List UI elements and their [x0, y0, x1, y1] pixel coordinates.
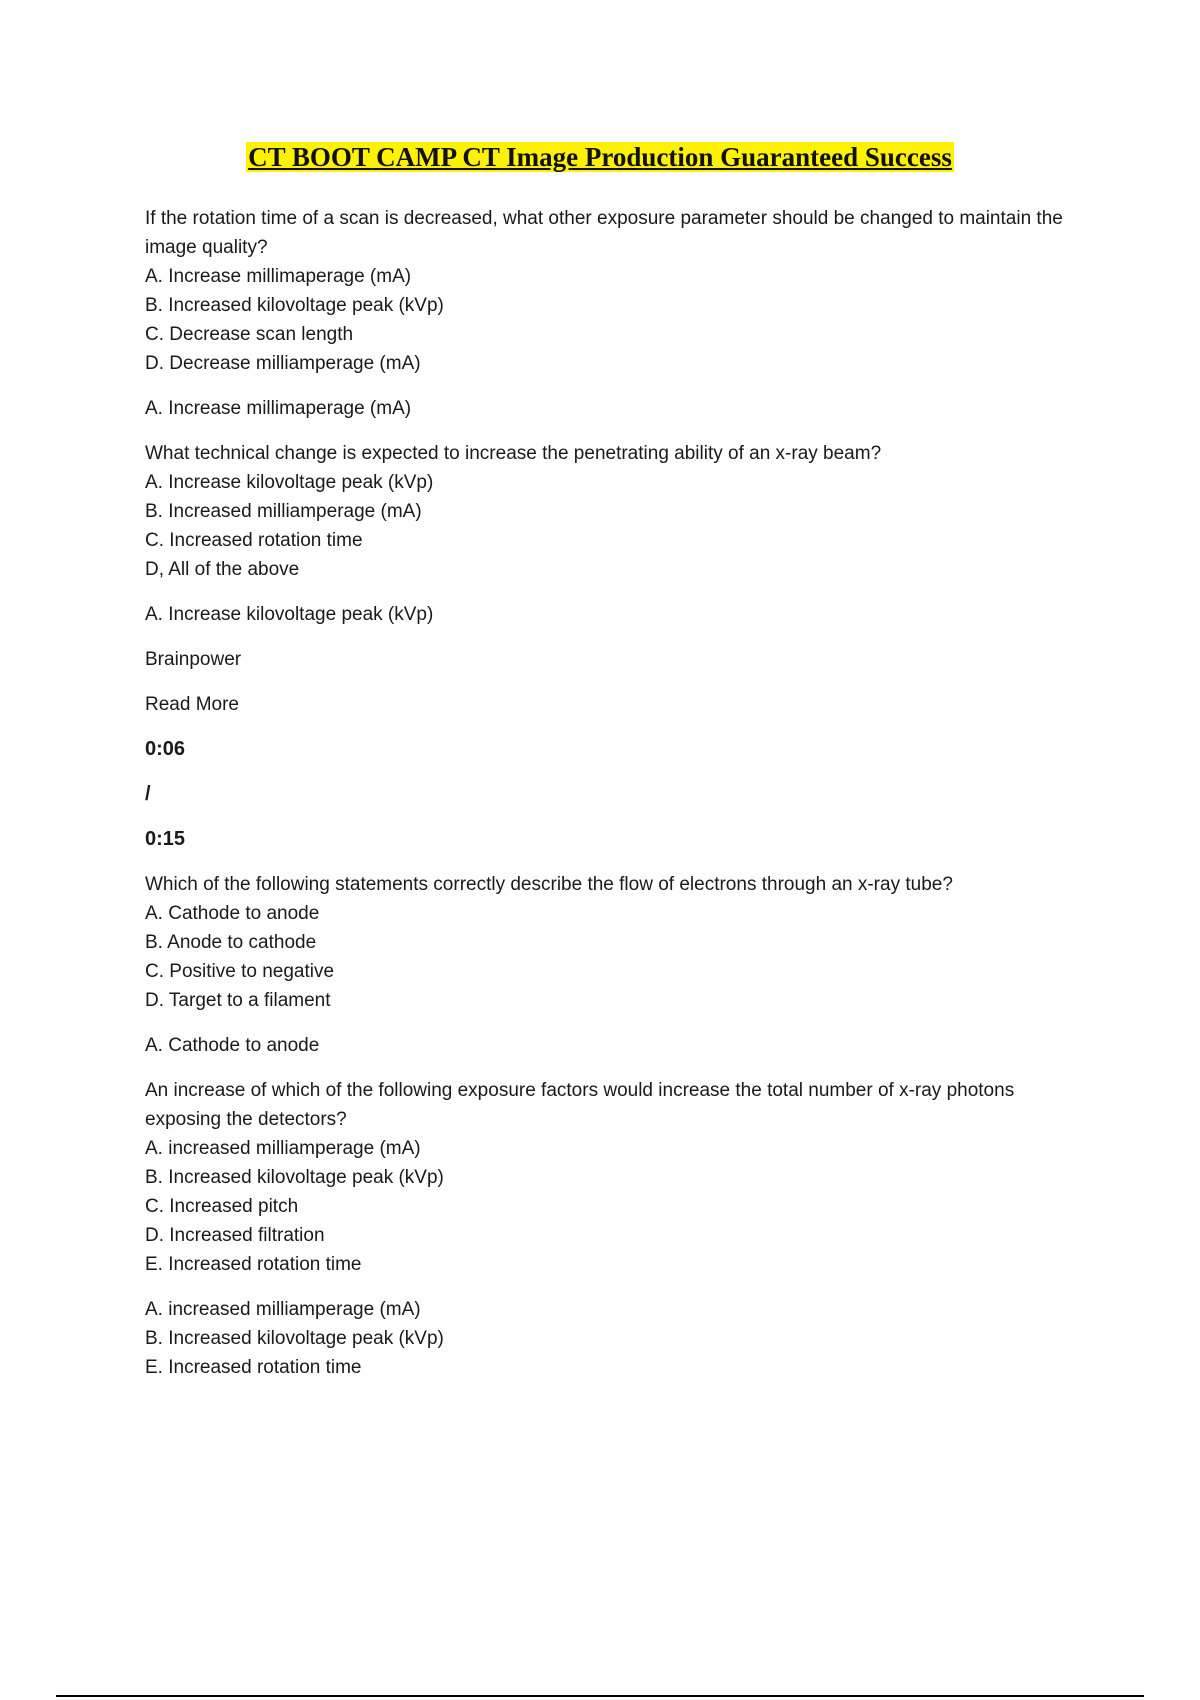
page-title: CT BOOT CAMP CT Image Production Guaranteed Success — [248, 142, 952, 172]
question-1 — [145, 204, 1095, 378]
answer-2-text: A. Increase kilovoltage peak (kVp) — [145, 604, 434, 625]
document-body — [145, 204, 1095, 1398]
question-3 — [145, 870, 1095, 1015]
time-separator: / — [145, 783, 151, 805]
time-separator-line — [145, 780, 1095, 809]
question-2-text: What technical change is expected to increase the penetrating ability of an x-ray beam? — [145, 443, 882, 464]
question-4 — [145, 1076, 1095, 1279]
question-1-text: If the rotation time of a scan is decreased, what other exposure parameter should be changed to maintain the image quality? — [145, 208, 1063, 258]
question-2 — [145, 439, 1095, 584]
question-3-option-d: D. Target to a filament — [145, 990, 331, 1011]
question-2-option-a: A. Increase kilovoltage peak (kVp) — [145, 472, 434, 493]
answer-4 — [145, 1295, 1095, 1382]
time-current: 0:06 — [145, 738, 186, 760]
question-1-option-a: A. Increase millimaperage (mA) — [145, 266, 412, 287]
page-title-wrap — [0, 142, 1200, 173]
brainpower-text: Brainpower — [145, 649, 242, 670]
time-total: 0:15 — [145, 828, 186, 850]
question-2-option-d: D, All of the above — [145, 559, 300, 580]
time-total-line — [145, 825, 1095, 854]
read-more-link[interactable]: Read More — [145, 694, 239, 715]
answer-1-text: A. Increase millimaperage (mA) — [145, 398, 412, 419]
answer-4-text-b: B. Increased kilovoltage peak (kVp) — [145, 1328, 444, 1349]
question-1-option-c: C. Decrease scan length — [145, 324, 354, 345]
question-2-option-b: B. Increased milliamperage (mA) — [145, 501, 422, 522]
question-4-option-b: B. Increased kilovoltage peak (kVp) — [145, 1167, 444, 1188]
read-more-line[interactable] — [145, 690, 1095, 719]
question-4-option-d: D. Increased filtration — [145, 1225, 325, 1246]
time-current-line — [145, 735, 1095, 764]
footer-rule — [56, 1695, 1144, 1697]
question-3-option-a: A. Cathode to anode — [145, 903, 320, 924]
question-4-option-e: E. Increased rotation time — [145, 1254, 362, 1275]
brainpower-line — [145, 645, 1095, 674]
question-1-option-d: D. Decrease milliamperage (mA) — [145, 353, 421, 374]
answer-4-text-a: A. increased milliamperage (mA) — [145, 1299, 421, 1320]
answer-2 — [145, 600, 1095, 629]
question-3-option-b: B. Anode to cathode — [145, 932, 317, 953]
question-2-option-c: C. Increased rotation time — [145, 530, 363, 551]
question-3-option-c: C. Positive to negative — [145, 961, 335, 982]
question-4-option-c: C. Increased pitch — [145, 1196, 299, 1217]
answer-3-text: A. Cathode to anode — [145, 1035, 320, 1056]
answer-1 — [145, 394, 1095, 423]
question-3-text: Which of the following statements correctly describe the flow of electrons through an x-ray tube? — [145, 874, 953, 895]
question-1-option-b: B. Increased kilovoltage peak (kVp) — [145, 295, 444, 316]
answer-3 — [145, 1031, 1095, 1060]
question-4-option-a: A. increased milliamperage (mA) — [145, 1138, 421, 1159]
question-4-text: An increase of which of the following exposure factors would increase the total number of x-ray photons exposing the detectors? — [145, 1080, 1015, 1130]
answer-4-text-e: E. Increased rotation time — [145, 1357, 362, 1378]
